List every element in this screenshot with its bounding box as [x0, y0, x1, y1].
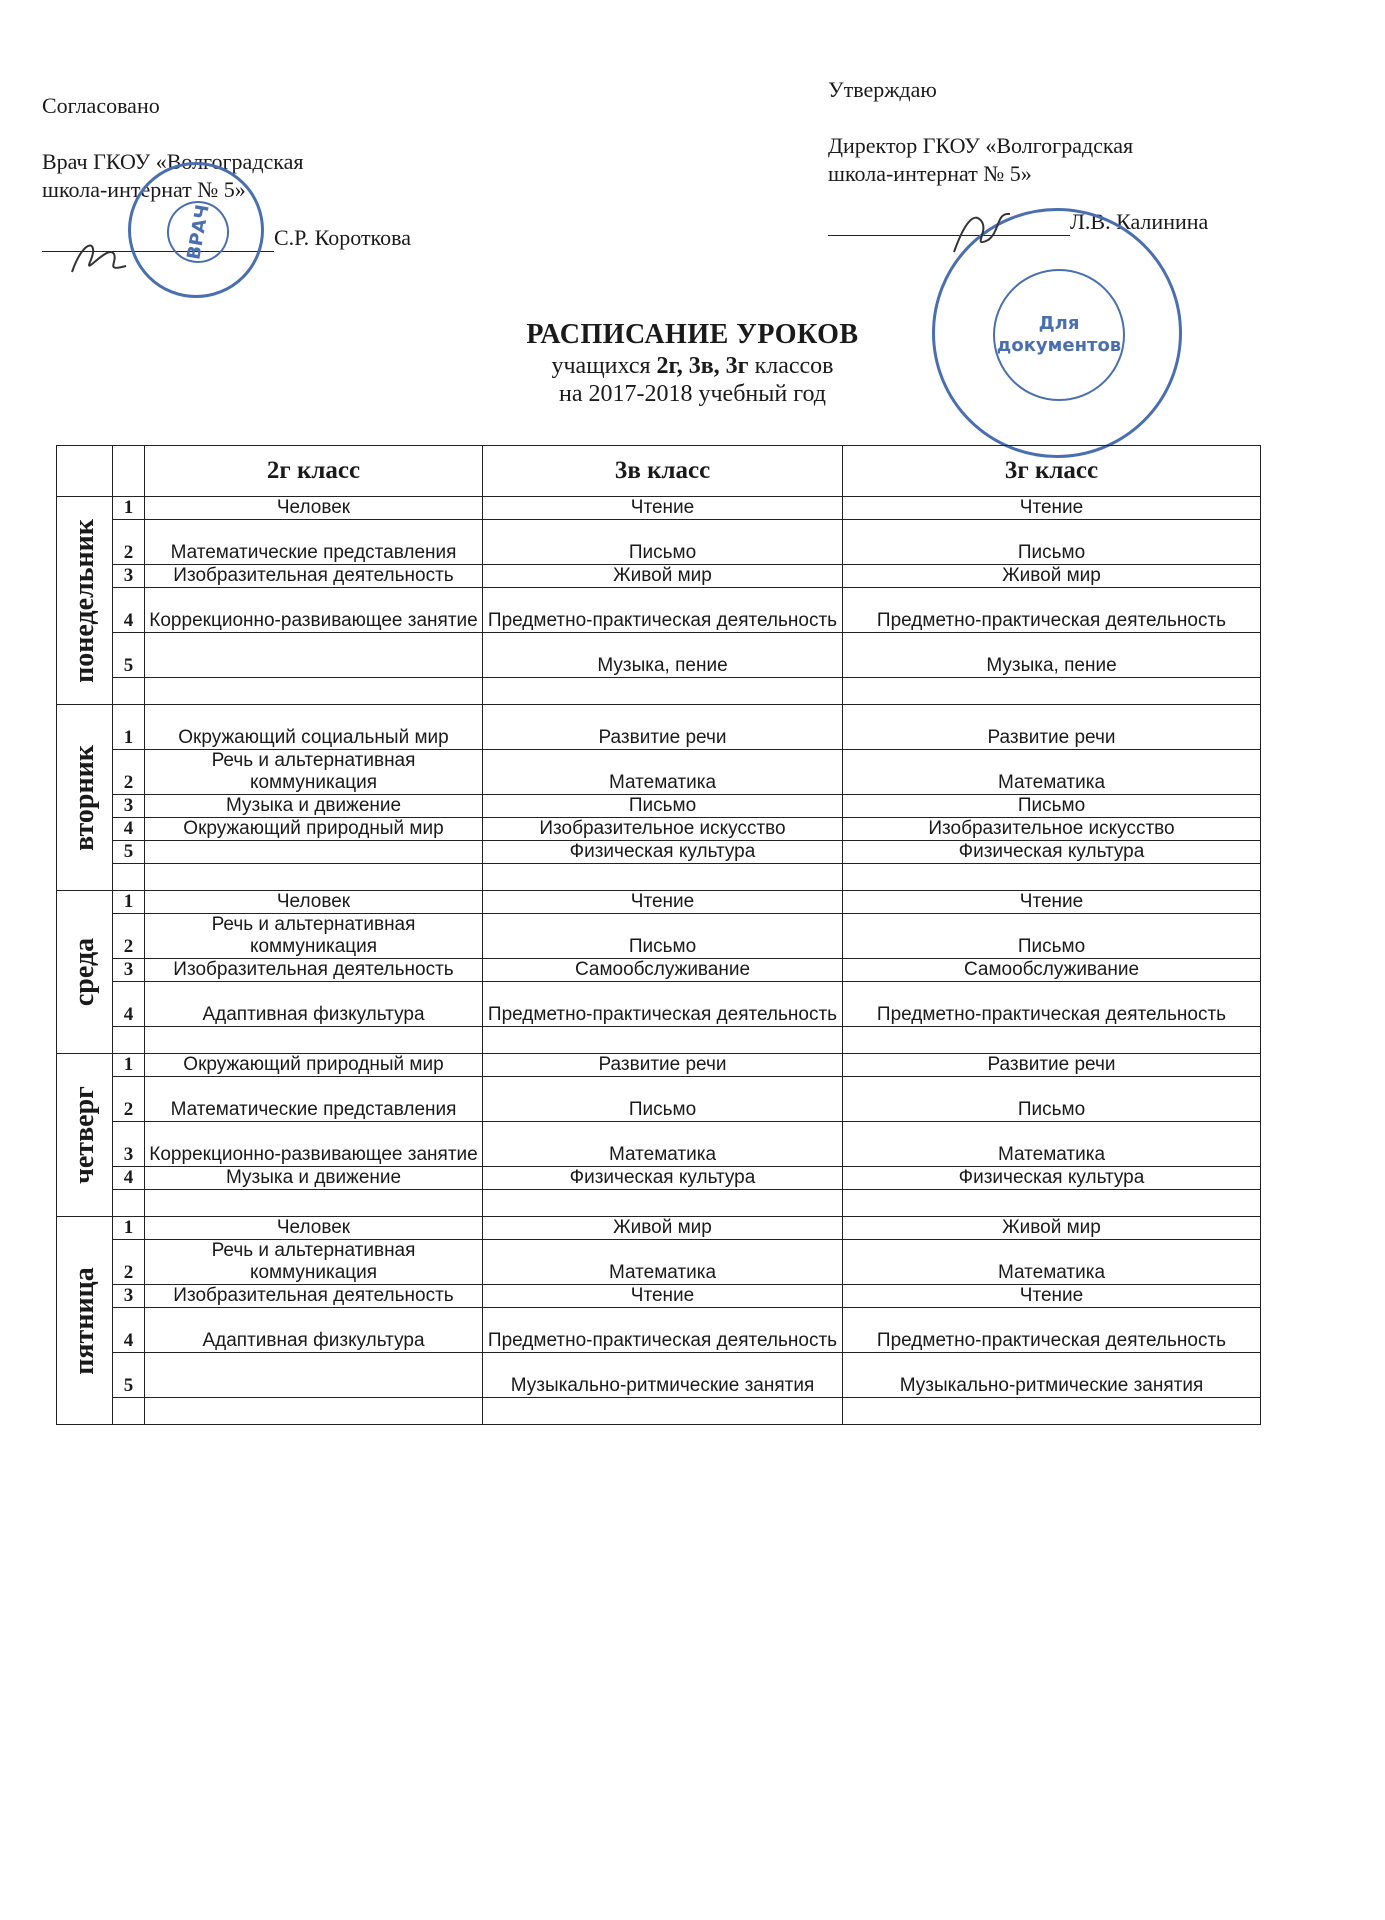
lesson-cell: Окружающий социальный мир — [145, 705, 483, 750]
lesson-cell: Человек — [145, 1217, 483, 1240]
day-label: среда — [57, 891, 113, 1054]
lesson-cell: Предметно-практическая деятельность — [483, 982, 843, 1027]
day-label: вторник — [57, 705, 113, 891]
lesson-cell: Изобразительное искусство — [483, 818, 843, 841]
lesson-cell: Изобразительная деятельность — [145, 565, 483, 588]
table-row: 3 Коррекционно-развивающее занятие Математика Математика — [57, 1122, 1261, 1167]
day-label: пятница — [57, 1217, 113, 1425]
table-row: 2 Математические представления Письмо Письмо — [57, 1077, 1261, 1122]
table-row: 3 Изобразительная деятельность Чтение Чтение — [57, 1285, 1261, 1308]
director-signature-icon — [948, 204, 1018, 264]
day-monday — [57, 497, 1261, 705]
lesson-cell: Окружающий природный мир — [145, 1054, 483, 1077]
document-title — [0, 318, 1385, 408]
lesson-cell: Чтение — [483, 1285, 843, 1308]
lesson-cell: Математика — [483, 1122, 843, 1167]
lesson-cell: Самообслуживание — [483, 959, 843, 982]
table-row: 4 Адаптивная физкультура Предметно-практическая деятельность Предметно-практическая деятельность — [57, 1308, 1261, 1353]
lesson-cell: Письмо — [483, 1077, 843, 1122]
lesson-cell: Человек — [145, 891, 483, 914]
approval-right-heading: Утверждаю — [828, 77, 937, 102]
lesson-cell: Развитие речи — [483, 705, 843, 750]
doctor-stamp-text: ВРАЧ — [162, 196, 234, 268]
lesson-cell: Физическая культура — [843, 841, 1261, 864]
table-row: пятница 1 Человек Живой мир Живой мир — [57, 1217, 1261, 1240]
column-header: 2г класс — [145, 446, 483, 497]
title-main: РАСПИСАНИЕ УРОКОВ — [526, 319, 859, 350]
lesson-cell: Письмо — [483, 914, 843, 959]
table-row: вторник 1 Окружающий социальный мир Развитие речи Развитие речи — [57, 705, 1261, 750]
lesson-cell: Изобразительная деятельность — [145, 959, 483, 982]
day-friday — [57, 1217, 1261, 1425]
table-header-row — [57, 446, 1261, 497]
table-row: среда 1 Человек Чтение Чтение — [57, 891, 1261, 914]
approval-left-signatory: С.Р. Короткова — [274, 225, 411, 250]
lesson-cell: Музыка и движение — [145, 1167, 483, 1190]
doctor-signature-icon — [64, 232, 134, 290]
schedule-table — [56, 445, 1261, 1425]
lesson-cell: Самообслуживание — [843, 959, 1261, 982]
lesson-cell: Изобразительная деятельность — [145, 1285, 483, 1308]
title-subtitle: учащихся 2г, 3в, 3г классов — [551, 353, 834, 379]
lesson-cell: Математика — [843, 1122, 1261, 1167]
blank-row — [57, 1398, 1261, 1425]
table-row: понедельник 1 Человек Чтение Чтение — [57, 497, 1261, 520]
lesson-cell: Человек — [145, 497, 483, 520]
lesson-cell: Математика — [483, 750, 843, 795]
lesson-cell: Письмо — [843, 795, 1261, 818]
lesson-cell: Речь и альтернативная коммуникация — [145, 1240, 483, 1285]
lesson-cell: Адаптивная физкультура — [145, 982, 483, 1027]
lesson-cell: Музыка, пение — [843, 633, 1261, 678]
approval-left-org: школа-интернат № 5» — [42, 177, 246, 202]
blank-row — [57, 1190, 1261, 1217]
lesson-cell: Музыкально-ритмические занятия — [843, 1353, 1261, 1398]
approval-right-org: школа-интернат № 5» — [828, 161, 1032, 186]
lesson-cell: Развитие речи — [843, 705, 1261, 750]
doctor-stamp — [128, 162, 264, 298]
approval-left-heading: Согласовано — [42, 93, 160, 118]
lesson-cell: Живой мир — [843, 565, 1261, 588]
approval-right-position: Директор ГКОУ «Волгоградская — [828, 133, 1134, 158]
lesson-cell: Предметно-практическая деятельность — [843, 982, 1261, 1027]
lesson-cell: Изобразительное искусство — [843, 818, 1261, 841]
lesson-cell: Живой мир — [483, 565, 843, 588]
table-row: 3 Изобразительная деятельность Живой мир Живой мир — [57, 565, 1261, 588]
blank-row — [57, 1027, 1261, 1054]
table-row: 2 Речь и альтернативная коммуникация Математика Математика — [57, 1240, 1261, 1285]
blank-row — [57, 864, 1261, 891]
lesson-cell: Математические представления — [145, 520, 483, 565]
table-row: 2 Математические представления Письмо Письмо — [57, 520, 1261, 565]
lesson-cell: Предметно-практическая деятельность — [843, 1308, 1261, 1353]
title-classes: 2г, 3в, 3г — [656, 353, 749, 379]
title-year: на 2017-2018 учебный год — [559, 381, 826, 407]
table-row: 3 Изобразительная деятельность Самообслуживание Самообслуживание — [57, 959, 1261, 982]
day-label: понедельник — [57, 497, 113, 705]
column-header: 3г класс — [843, 446, 1261, 497]
lesson-cell: Письмо — [843, 1077, 1261, 1122]
table-row: 4 Адаптивная физкультура Предметно-практическая деятельность Предметно-практическая деятельность — [57, 982, 1261, 1027]
lesson-cell: Чтение — [843, 1285, 1261, 1308]
table-row: 5 Физическая культура Физическая культура — [57, 841, 1261, 864]
lesson-cell: Адаптивная физкультура — [145, 1308, 483, 1353]
lesson-cell: Речь и альтернативная коммуникация — [145, 750, 483, 795]
approval-right — [828, 76, 1208, 236]
lesson-cell: Физическая культура — [483, 841, 843, 864]
lesson-cell: Письмо — [483, 520, 843, 565]
lesson-cell: Чтение — [843, 891, 1261, 914]
lesson-cell: Физическая культура — [843, 1167, 1261, 1190]
lesson-cell: Живой мир — [843, 1217, 1261, 1240]
lesson-cell: Коррекционно-развивающее занятие — [145, 588, 483, 633]
lesson-cell: Музыкально-ритмические занятия — [483, 1353, 843, 1398]
lesson-cell — [145, 633, 483, 678]
lesson-cell: Музыка и движение — [145, 795, 483, 818]
lesson-cell: Чтение — [843, 497, 1261, 520]
lesson-cell: Физическая культура — [483, 1167, 843, 1190]
lesson-cell: Музыка, пение — [483, 633, 843, 678]
lesson-cell: Математика — [483, 1240, 843, 1285]
blank-row — [57, 678, 1261, 705]
lesson-cell: Чтение — [483, 497, 843, 520]
lesson-cell: Предметно-практическая деятельность — [843, 588, 1261, 633]
lesson-cell: Предметно-практическая деятельность — [483, 1308, 843, 1353]
lesson-cell: Письмо — [483, 795, 843, 818]
approval-left-position: Врач ГКОУ «Волгоградская — [42, 149, 304, 174]
school-stamp-text: Для документов — [993, 269, 1125, 401]
table-row: четверг 1 Окружающий природный мир Развитие речи Развитие речи — [57, 1054, 1261, 1077]
table-row: 3 Музыка и движение Письмо Письмо — [57, 795, 1261, 818]
lesson-cell: Письмо — [843, 520, 1261, 565]
lesson-cell: Математика — [843, 1240, 1261, 1285]
table-row: 4 Коррекционно-развивающее занятие Предметно-практическая деятельность Предметно-практическая деятельность — [57, 588, 1261, 633]
table-row: 4 Окружающий природный мир Изобразительное искусство Изобразительное искусство — [57, 818, 1261, 841]
lesson-cell: Развитие речи — [843, 1054, 1261, 1077]
lesson-cell — [145, 1353, 483, 1398]
lesson-cell: Живой мир — [483, 1217, 843, 1240]
lesson-cell: Математические представления — [145, 1077, 483, 1122]
column-header: 3в класс — [483, 446, 843, 497]
table-row: 2 Речь и альтернативная коммуникация Математика Математика — [57, 750, 1261, 795]
day-label: четверг — [57, 1054, 113, 1217]
approval-right-signatory: Л.В. Калинина — [1070, 209, 1209, 234]
table-row: 5 Музыкально-ритмические занятия Музыкально-ритмические занятия — [57, 1353, 1261, 1398]
table-row: 2 Речь и альтернативная коммуникация Письмо Письмо — [57, 914, 1261, 959]
day-tuesday — [57, 705, 1261, 891]
table-row: 5 Музыка, пение Музыка, пение — [57, 633, 1261, 678]
lesson-cell: Предметно-практическая деятельность — [483, 588, 843, 633]
lesson-cell — [145, 841, 483, 864]
lesson-cell: Математика — [843, 750, 1261, 795]
lesson-cell: Развитие речи — [483, 1054, 843, 1077]
lesson-cell: Окружающий природный мир — [145, 818, 483, 841]
lesson-cell: Речь и альтернативная коммуникация — [145, 914, 483, 959]
lesson-cell: Письмо — [843, 914, 1261, 959]
lesson-cell: Чтение — [483, 891, 843, 914]
lesson-cell: Коррекционно-развивающее занятие — [145, 1122, 483, 1167]
day-wednesday — [57, 891, 1261, 1054]
table-row: 4 Музыка и движение Физическая культура Физическая культура — [57, 1167, 1261, 1190]
day-thursday — [57, 1054, 1261, 1217]
